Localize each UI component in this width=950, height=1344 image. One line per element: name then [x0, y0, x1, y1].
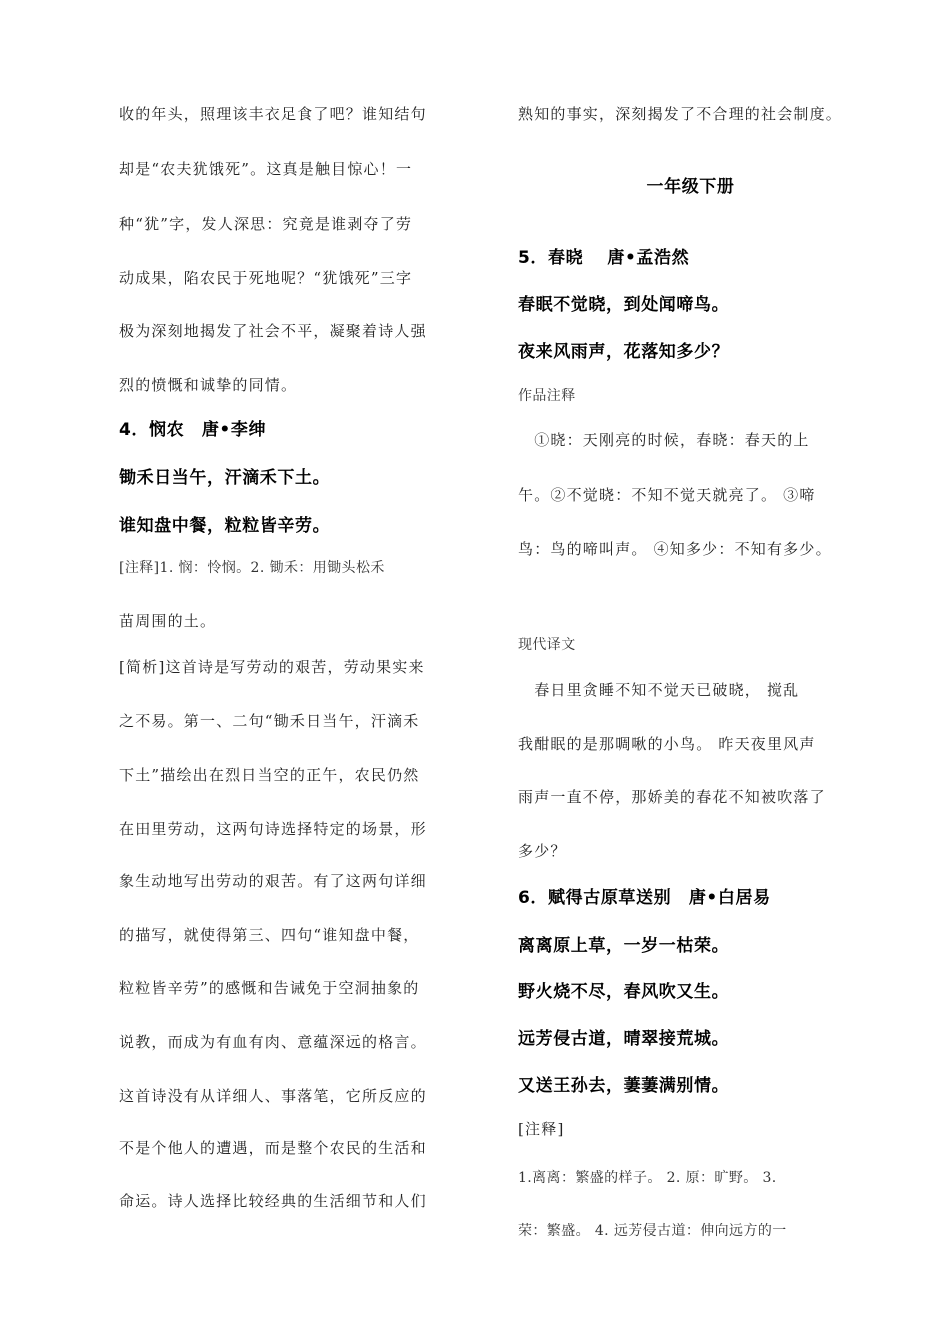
analysis-line: 不是个他人的遭遇，而是整个农民的生活和: [119, 1139, 427, 1157]
poem-title: 4．悯农 唐•李绅: [119, 420, 267, 440]
paragraph-line: 收的年头，照理该丰衣足食了吧？谁知结句: [119, 105, 427, 123]
poem-line: 又送王孙去，萋萋满别情。: [518, 1076, 730, 1096]
paragraph-line: 烈的愤慨和诚挚的同情。: [119, 376, 298, 394]
paragraph-line: 熟知的事实，深刻揭发了不合理的社会制度。: [518, 105, 843, 123]
analysis-line: 这首诗没有从详细人、事落笔，它所反应的: [119, 1087, 427, 1105]
notes-label: 作品注释: [518, 388, 576, 404]
note-line: ①晓：天刚亮的时候，春晓：春天的上: [518, 431, 810, 449]
analysis-line: 说教，而成为有血有肉、意蕴深远的格言。: [119, 1033, 427, 1051]
analysis-line: 象生动地写出劳动的艰苦。有了这两句详细: [119, 872, 427, 890]
poem-title: 5．春晓 唐•孟浩然: [518, 248, 690, 268]
poem-line: 远芳侵古道，晴翠接荒城。: [518, 1029, 730, 1049]
poem-line: 野火烧不尽，春风吹又生。: [518, 982, 730, 1002]
section-heading: 一年级下册: [646, 177, 735, 197]
translation-line: 我酣眠的是那啁啾的小鸟。 昨天夜里风声: [518, 735, 816, 753]
translation-label: 现代译文: [518, 637, 576, 653]
analysis-line: 之不易。第一、二句“锄禾日当午，汗滴禾: [119, 712, 420, 730]
note-line: 鸟：鸟的啼叫声。 ④知多少：不知有多少。: [518, 540, 832, 558]
analysis-line: 命运。诗人选择比较经典的生活细节和人们: [119, 1192, 427, 1210]
poem-line: 谁知盘中餐，粒粒皆辛劳。: [119, 516, 331, 536]
paragraph-line: 极为深刻地揭发了社会不平，凝聚着诗人强: [119, 322, 427, 340]
note-line: 荣：繁盛。 4. 远芳侵古道：伸向远方的一: [518, 1223, 787, 1239]
poem-line: 锄禾日当午，汗滴禾下土。: [119, 468, 331, 488]
paragraph-line: 种“犹”字，发人深思：究竟是谁剥夺了劳: [119, 215, 413, 233]
poem-line: 夜来风雨声，花落知多少？: [518, 342, 730, 362]
analysis-line: 的描写，就使得第三、四句“谁知盘中餐，: [119, 926, 420, 944]
notes-label: [注释]: [518, 1120, 565, 1138]
translation-line: 雨声一直不停，那娇美的春花不知被吹落了: [518, 788, 826, 806]
paragraph-line: 动成果，陷农民于死地呢？“犹饿死”三字: [119, 269, 413, 287]
poem-line: 春眠不觉晓，到处闻啼鸟。: [518, 295, 730, 315]
paragraph-line: 却是“农夫犹饿死”。这真是触目惊心！一: [119, 160, 413, 178]
analysis-line: 下土”描绘出在烈日当空的正午，农民仍然: [119, 766, 420, 784]
translation-line: 多少？: [518, 842, 567, 860]
poem-line: 离离原上草，一岁一枯荣。: [518, 936, 730, 956]
analysis-line: 在田里劳动，这两句诗选择特定的场景，形: [119, 820, 427, 838]
note-line: 午。②不觉晓：不知不觉天就亮了。 ③啼: [518, 486, 816, 504]
note-line: 1.离离：繁盛的样子。 2. 原：旷野。 3.: [518, 1170, 777, 1186]
analysis-line: 粒粒皆辛劳”的感慨和告诫免于空洞抽象的: [119, 979, 420, 997]
analysis-line: [简析]这首诗是写劳动的艰苦，劳动果实来: [119, 658, 425, 676]
translation-line: 春日里贪睡不知不觉天已破晓， 搅乱: [518, 681, 800, 699]
note-line: [注释]1. 悯：怜悯。2. 锄禾：用锄头松禾: [119, 560, 385, 576]
note-line: 苗周围的土。: [119, 612, 217, 630]
poem-title: 6．赋得古原草送别 唐•白居易: [518, 888, 771, 908]
